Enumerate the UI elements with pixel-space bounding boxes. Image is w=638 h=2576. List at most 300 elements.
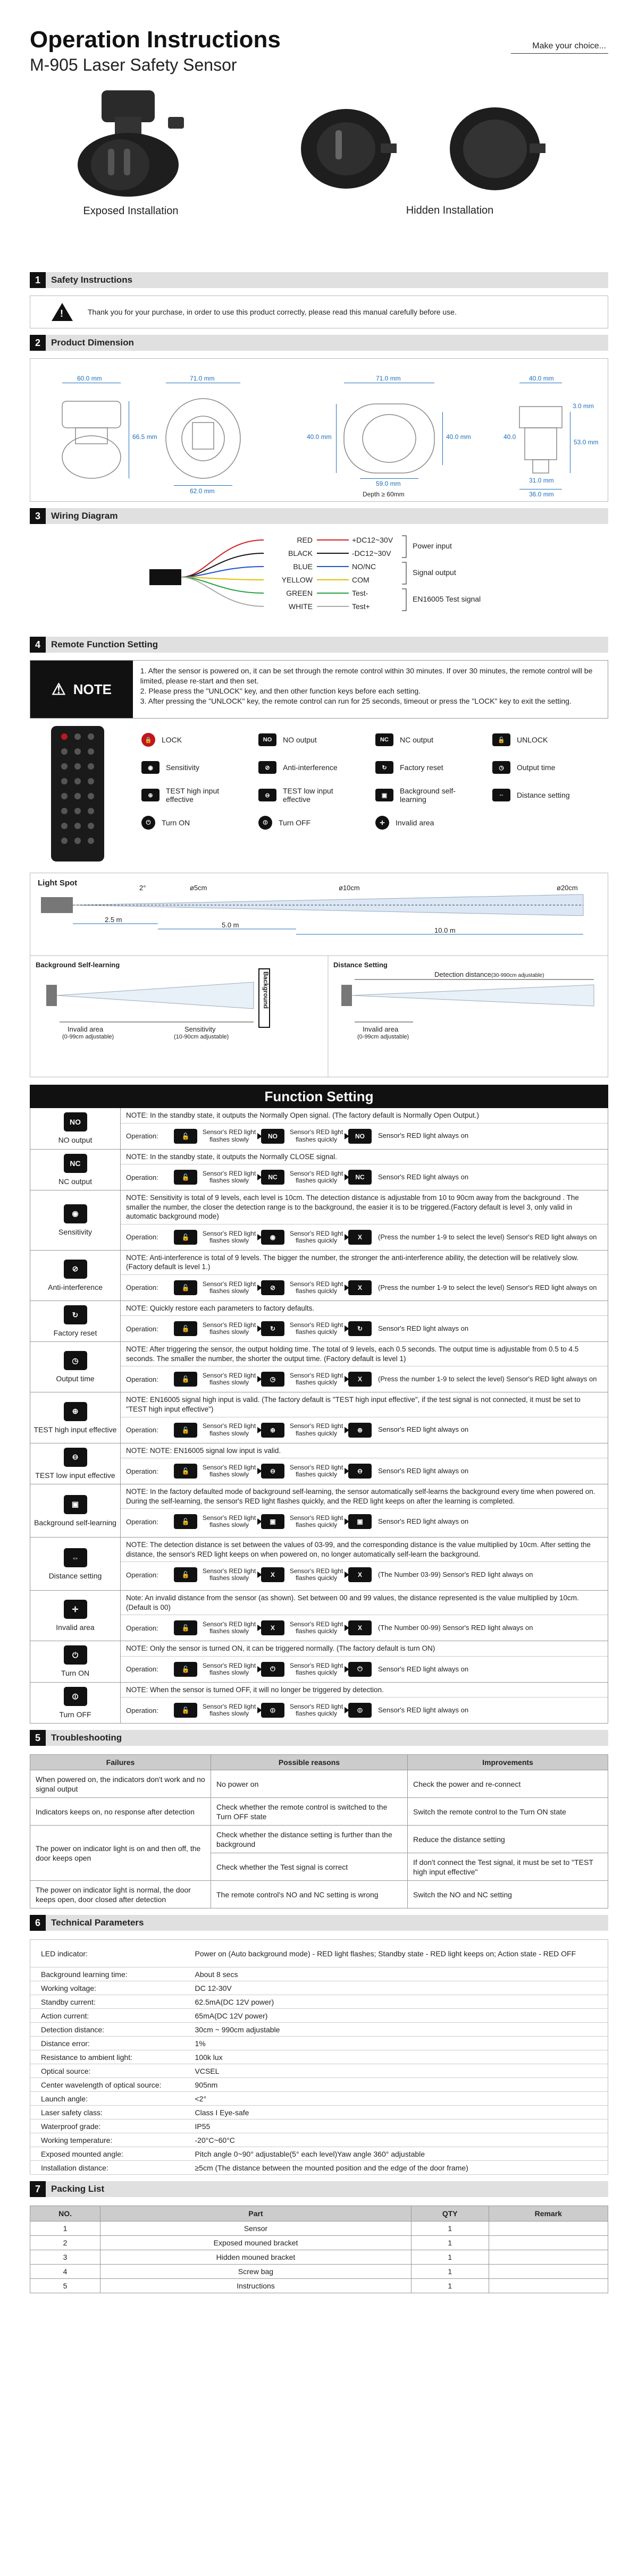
table-cell: Check the power and re-connect (408, 1770, 608, 1798)
operation-result: Sensor's RED light always on (378, 1466, 469, 1475)
dim-label: 71.0 mm (190, 375, 215, 382)
param-value: 100k lux (190, 2050, 608, 2064)
param-value: 905nm (190, 2078, 608, 2092)
unlock-icon: 🔓 (492, 733, 510, 746)
table-header: Failures (30, 1755, 211, 1770)
table-row (30, 2265, 608, 2279)
step-arrow: Sensor's RED light flashes quickly (284, 1321, 348, 1336)
section-number: 5 (30, 1730, 46, 1746)
operation-label: Operation: (126, 1375, 158, 1383)
wire-line (317, 553, 349, 554)
operation-label: Operation: (126, 1283, 158, 1292)
detection-range: (30-990cm adjustable) (491, 973, 544, 978)
operation-label: Operation: (126, 1467, 158, 1475)
invalid-range: (0-99cm adjustable) (357, 1034, 409, 1040)
wire-value: NO/NC (352, 562, 376, 571)
operation-result: (The Number 03-99) Sensor's RED light always on (378, 1570, 533, 1579)
table-header-row (30, 2206, 608, 2222)
param-name: Launch angle: (30, 2092, 190, 2106)
table-row (30, 2236, 608, 2250)
wire-color: WHITE (288, 602, 313, 611)
wire-row (264, 561, 413, 572)
function-name: Turn OFF (59, 1710, 91, 1719)
table-row (30, 1940, 608, 1967)
section-safety-header (30, 272, 608, 288)
function-detail (121, 1484, 608, 1537)
key-test-low (258, 787, 375, 804)
step-key: ⊘ (261, 1280, 284, 1295)
unlock-icon: 🔓 (174, 1464, 197, 1479)
dim-line (336, 404, 337, 473)
step-arrow: Sensor's RED light flashes slowly (197, 1372, 261, 1387)
table-cell: Check whether the distance setting is further than the background (211, 1826, 408, 1853)
table-header: QTY (411, 2206, 489, 2222)
key-label: TEST low input effective (283, 787, 333, 804)
range-label: 2.5 m (105, 916, 122, 924)
function-label (30, 1683, 121, 1724)
function-name: NC output (58, 1177, 93, 1186)
table-row (30, 2050, 608, 2064)
function-row (30, 1484, 608, 1538)
function-icon: ◉ (64, 1204, 87, 1223)
step-arrow: Sensor's RED light flashes slowly (197, 1280, 261, 1295)
table-cell: 2 (30, 2236, 100, 2250)
tech-params-table (30, 1939, 608, 2175)
function-note: NOTE: In the factory defaulted mode of background self-learning, the sensor automatically self-learns the background every time when powered on. During the self-learning, the sensor's RED light flashes quickly, and the RED light keeps on after the learning is completed. (121, 1484, 608, 1509)
step-arrow: Sensor's RED light flashes slowly (197, 1464, 261, 1479)
function-label (30, 1301, 121, 1342)
table-row (30, 2119, 608, 2133)
sensitivity-range: (10-90cm adjustable) (174, 1034, 229, 1040)
dim-label: 62.0 mm (190, 487, 215, 495)
unlock-icon: 🔓 (174, 1170, 197, 1185)
key-distance-setting (492, 787, 609, 804)
wire-line (317, 539, 349, 540)
spot-label: ø10cm (339, 884, 360, 892)
function-operation (121, 1562, 608, 1587)
unlock-icon: 🔓 (174, 1703, 197, 1718)
slogan: Make your choice... (511, 41, 608, 54)
note-box (30, 660, 608, 719)
table-row (30, 2092, 608, 2106)
wire-group-test: EN16005 Test signal (413, 595, 481, 603)
key-label: Background self-learning (400, 787, 456, 804)
function-name: Output time (56, 1374, 95, 1383)
wire-row (264, 548, 413, 559)
table-row (30, 1881, 608, 1908)
table-cell: 5 (30, 2279, 100, 2293)
wire-color: BLUE (293, 562, 313, 571)
clock-icon: ◷ (492, 761, 510, 774)
operation-label: Operation: (126, 1173, 158, 1181)
step-key: ◉ (261, 1230, 284, 1245)
wire-color: BLACK (288, 549, 313, 558)
function-row (30, 1301, 608, 1342)
function-name: Anti-interference (48, 1282, 103, 1291)
exposed-photo (62, 85, 200, 217)
table-cell: 4 (30, 2265, 100, 2279)
section-title: Packing List (51, 2184, 105, 2194)
key-test-high (141, 787, 258, 804)
table-row (30, 2161, 608, 2175)
section-troubleshooting-header (30, 1730, 608, 1746)
model-title: M-905 Laser Safety Sensor (30, 55, 237, 74)
function-note: NOTE: In the standby state, it outputs the Normally Open signal. (The factory default is Normally Open Output.) (121, 1108, 608, 1124)
section-title: Technical Parameters (51, 1918, 144, 1928)
function-note: NOTE: Quickly restore each parameters to factory defaults. (121, 1301, 608, 1316)
function-label (30, 1538, 121, 1590)
section-title: Product Dimension (51, 337, 134, 348)
section-number: 7 (30, 2181, 46, 2197)
step-key: ▣ (348, 1514, 372, 1529)
sensitivity-icon: ◉ (141, 761, 160, 774)
table-cell: No power on (211, 1770, 408, 1798)
function-setting-table (30, 1108, 608, 1724)
step-arrow: Sensor's RED light flashes slowly (197, 1662, 261, 1677)
function-label (30, 1150, 121, 1190)
param-name: Background learning time: (30, 1967, 190, 1981)
param-value: DC 12-30V (190, 1981, 608, 1995)
operation-label: Operation: (126, 1624, 158, 1632)
wiring-diagram (30, 524, 608, 630)
function-name: Sensitivity (58, 1227, 93, 1236)
step-key: X (261, 1620, 284, 1635)
key-invalid-area (375, 814, 492, 831)
key-factory-reset (375, 759, 492, 776)
step-key: NO (261, 1129, 284, 1144)
invalid-label: Invalid area (363, 1025, 399, 1033)
step-arrow: Sensor's RED light flashes quickly (284, 1567, 348, 1582)
dim-line (360, 478, 418, 479)
safety-text: Thank you for your purchase, in order to use this product correctly, please read this manual carefully before use. (88, 308, 457, 316)
function-detail (121, 1150, 608, 1190)
step-key: ⊖ (261, 1464, 284, 1479)
step-arrow: Sensor's RED light flashes quickly (284, 1372, 348, 1387)
operation-result: (Press the number 1-9 to select the level) Sensor's RED light always on (378, 1375, 597, 1383)
param-name: Working temperature: (30, 2133, 190, 2147)
function-operation (121, 1275, 608, 1300)
param-value: <2° (190, 2092, 608, 2106)
function-operation (121, 1458, 608, 1484)
section-remote-header (30, 637, 608, 653)
dimension-drawings (30, 358, 608, 502)
function-icon: NO (64, 1112, 87, 1131)
unlock-icon: 🔓 (174, 1230, 197, 1245)
function-row (30, 1251, 608, 1301)
hidden-photo-1 (296, 96, 402, 200)
table-header: NO. (30, 2206, 100, 2222)
function-setting-title: Function Setting (30, 1085, 608, 1108)
step-key: X (348, 1620, 372, 1635)
note-text (133, 661, 608, 718)
dim-label: 66.5 mm (132, 433, 157, 441)
wire-line (317, 593, 349, 594)
function-detail (121, 1190, 608, 1250)
function-name: Turn ON (61, 1669, 90, 1678)
operation-label: Operation: (126, 1426, 158, 1434)
step-key: ⊕ (261, 1423, 284, 1438)
param-value: Class I Eye-safe (190, 2106, 608, 2119)
step-key: X (348, 1280, 372, 1295)
operation-result: Sensor's RED light always on (378, 1172, 469, 1181)
reset-icon: ↻ (375, 761, 393, 774)
remote-legend (30, 726, 608, 864)
exposed-caption: Exposed Installation (83, 205, 179, 217)
dimension-svg (30, 359, 608, 501)
step-arrow: Sensor's RED light flashes slowly (197, 1514, 261, 1529)
unlock-icon: 🔓 (174, 1423, 197, 1438)
section-number: 3 (30, 508, 46, 524)
param-name: Action current: (30, 2009, 190, 2023)
function-icon: ▣ (64, 1495, 87, 1514)
table-row (30, 2037, 608, 2050)
function-note: NOTE: Anti-interference is total of 9 levels. The bigger the number, the stronger the anti-interference ability, the detection will be relatively slow. (Factory default is level 1.) (121, 1251, 608, 1275)
table-row (30, 2064, 608, 2078)
key-label: Turn OFF (279, 818, 311, 827)
function-icon: ⊖ (64, 1448, 87, 1467)
key-label: Anti-interference (283, 763, 338, 772)
function-note: NOTE: The detection distance is set between the values of 03-99, and the corresponding distance is the value multiplied by 10cm. After setting the distance, the sensor's RED light keeps on when powered on, no longer automatically self-learn the background. (121, 1538, 608, 1562)
table-row (30, 1770, 608, 1798)
range-label: 10.0 m (434, 926, 456, 934)
unlock-icon: 🔓 (174, 1280, 197, 1295)
function-row (30, 1190, 608, 1251)
function-note: NOTE: In the standby state, it outputs the Normally CLOSE signal. (121, 1150, 608, 1165)
table-header-row (30, 1755, 608, 1770)
param-value: About 8 secs (190, 1967, 608, 1981)
operation-label: Operation: (126, 1132, 158, 1141)
param-value: 1% (190, 2037, 608, 2050)
step-key: ⏼ (261, 1703, 284, 1718)
note-line: 1. After the sensor is powered on, it can be set through the remote control within 30 minutes. If over 30 minutes, the remote control will be limited, please re-start and then set. (140, 666, 593, 685)
table-cell: 1 (411, 2250, 489, 2265)
step-arrow: Sensor's RED light flashes slowly (197, 1703, 261, 1718)
table-cell: Screw bag (100, 2265, 412, 2279)
light-spot-title: Light Spot (38, 879, 78, 888)
wire-line (317, 606, 349, 607)
function-label (30, 1591, 121, 1641)
table-cell (489, 2250, 608, 2265)
param-name: Standby current: (30, 1995, 190, 2009)
param-name: Installation distance: (30, 2161, 190, 2175)
table-header: Part (100, 2206, 412, 2222)
function-operation (121, 1224, 608, 1250)
anti-interference-icon: ⊘ (258, 761, 276, 774)
detection-label (434, 970, 544, 978)
hidden-sensor-back-image (444, 96, 551, 197)
wire-line (317, 566, 349, 567)
function-icon: NC (64, 1154, 87, 1173)
section-number: 4 (30, 637, 46, 653)
dim-label: 40.0 mm (529, 375, 554, 382)
step-key: ⊕ (348, 1423, 372, 1438)
function-icon: ✛ (64, 1600, 87, 1619)
step-arrow: Sensor's RED light flashes quickly (284, 1620, 348, 1635)
unlock-icon: 🔓 (174, 1662, 197, 1677)
step-key: X (348, 1372, 372, 1387)
bg-wall-label: Background (262, 972, 270, 1009)
section-number: 1 (30, 272, 46, 288)
key-label: Invalid area (396, 818, 434, 827)
step-arrow: Sensor's RED light flashes quickly (284, 1129, 348, 1144)
function-note: NOTE: When the sensor is turned OFF, it will no longer be triggered by detection. (121, 1683, 608, 1698)
param-name: Distance error: (30, 2037, 190, 2050)
operation-label: Operation: (126, 1233, 158, 1241)
function-operation (121, 1366, 608, 1392)
param-name: Resistance to ambient light: (30, 2050, 190, 2064)
section-title: Safety Instructions (51, 275, 133, 285)
step-key: X (348, 1567, 372, 1582)
remote-buttons (51, 726, 104, 862)
table-row (30, 2147, 608, 2161)
dim-label: 60.0 mm (77, 375, 102, 382)
function-icon: ⏻ (64, 1645, 87, 1665)
packing-list-table (30, 2206, 608, 2293)
dim-label: 53.0 mm (574, 438, 599, 446)
step-arrow: Sensor's RED light flashes quickly (284, 1230, 348, 1245)
step-arrow: Sensor's RED light flashes quickly (284, 1280, 348, 1295)
step-arrow: Sensor's RED light flashes slowly (197, 1170, 261, 1185)
function-detail (121, 1301, 608, 1342)
function-name: Distance setting (48, 1571, 102, 1580)
param-value: -20°C~60°C (190, 2133, 608, 2147)
table-cell: Check whether the Test signal is correct (211, 1853, 408, 1881)
table-row (30, 1981, 608, 1995)
wire-color: RED (297, 536, 313, 544)
table-row (30, 1995, 608, 2009)
dim-label: 40.0 (503, 433, 516, 441)
wire-value: Test+ (352, 602, 370, 611)
step-arrow: Sensor's RED light flashes slowly (197, 1129, 261, 1144)
function-row (30, 1150, 608, 1191)
param-name: LED indicator: (30, 1940, 190, 1967)
bg-learning-title: Background Self-learning (36, 961, 120, 969)
key-output-time (492, 759, 609, 776)
key-label: NC output (400, 736, 434, 744)
key-background-learning (375, 787, 492, 804)
function-note: Note: An invalid distance from the sensor (as shown). Set between 00 and 99 values, the distance represented is the value multiplied by 10cm. (Default is 00) (121, 1591, 608, 1615)
header (30, 0, 608, 74)
wire-row (264, 535, 413, 545)
function-row (30, 1392, 608, 1443)
table-row (30, 2133, 608, 2147)
operation-label: Operation: (126, 1324, 158, 1333)
key-label: Turn ON (162, 818, 190, 827)
troubleshooting-table (30, 1754, 608, 1908)
test-high-icon: ⊕ (141, 789, 160, 801)
function-row (30, 1591, 608, 1641)
no-icon: NO (258, 733, 276, 746)
table-cell: Instructions (100, 2279, 412, 2293)
section-title: Remote Function Setting (51, 639, 158, 649)
param-value: Pitch angle 0~90° adjustable(5° each level)Yaw angle 360° adjustable (190, 2147, 608, 2161)
table-cell: The power on indicator light is on and then off, the door keeps open (30, 1826, 211, 1881)
range-label: 5.0 m (222, 921, 239, 929)
wire-value: COM (352, 576, 370, 584)
function-label (30, 1108, 121, 1149)
operation-result: Sensor's RED light always on (378, 1706, 469, 1714)
function-operation (121, 1657, 608, 1682)
table-row (30, 2023, 608, 2037)
function-label (30, 1342, 121, 1392)
table-cell: Reduce the distance setting (408, 1826, 608, 1853)
function-note: NOTE: NOTE: EN16005 signal low input is valid. (121, 1443, 608, 1459)
dim-label: 71.0 mm (376, 375, 401, 382)
table-cell (489, 2279, 608, 2293)
table-cell: 3 (30, 2250, 100, 2265)
param-value: 65mA(DC 12V power) (190, 2009, 608, 2023)
invalid-area-icon: ✛ (375, 816, 389, 830)
table-cell: Sensor (100, 2222, 412, 2236)
unlock-icon: 🔓 (174, 1567, 197, 1582)
function-row (30, 1342, 608, 1392)
table-cell (489, 2222, 608, 2236)
step-key: ▣ (261, 1514, 284, 1529)
key-label: Sensitivity (166, 763, 200, 772)
key-label: Factory reset (400, 763, 443, 772)
key-unlock (492, 731, 609, 748)
hidden-caption: Hidden Installation (406, 205, 494, 216)
function-detail (121, 1108, 608, 1149)
wire-group-power: Power input (413, 542, 452, 550)
wire-row (264, 575, 413, 585)
function-name: Factory reset (53, 1329, 97, 1338)
operation-result: (The Number 00-99) Sensor's RED light always on (378, 1624, 533, 1632)
section-wiring-header (30, 508, 608, 524)
spot-label: ø20cm (557, 884, 578, 892)
table-header: Remark (489, 2206, 608, 2222)
function-row (30, 1683, 608, 1724)
section-number: 6 (30, 1915, 46, 1931)
unlock-icon: 🔓 (174, 1372, 197, 1387)
param-name: Working voltage: (30, 1981, 190, 1995)
product-photos (30, 69, 608, 266)
function-detail (121, 1251, 608, 1300)
table-cell: 1 (411, 2236, 489, 2250)
wire-value: -DC12~30V (352, 549, 391, 558)
function-operation (121, 1164, 608, 1190)
table-cell: The power on indicator light is normal, the door keeps open, door closed after detection (30, 1881, 211, 1908)
step-arrow: Sensor's RED light flashes quickly (284, 1514, 348, 1529)
angle-label: 2° (139, 884, 146, 892)
param-value: 30cm ~ 990cm adjustable (190, 2023, 608, 2037)
wire-line (317, 579, 349, 580)
table-cell: 1 (411, 2222, 489, 2236)
page-title: Operation Instructions (30, 27, 281, 53)
step-arrow: Sensor's RED light flashes slowly (197, 1321, 261, 1336)
function-note: NOTE: Only the sensor is turned ON, it can be triggered normally. (The factory default is turn ON) (121, 1641, 608, 1657)
param-name: Optical source: (30, 2064, 190, 2078)
wire-value: Test- (352, 589, 368, 597)
table-cell: Indicators keeps on, no response after detection (30, 1798, 211, 1826)
operation-label: Operation: (126, 1570, 158, 1579)
function-row (30, 1641, 608, 1683)
param-name: Laser safety class: (30, 2106, 190, 2119)
unlock-icon: 🔓 (174, 1620, 197, 1635)
section-title: Wiring Diagram (51, 511, 118, 521)
note-line: 3. After pressing the "UNLOCK" key, the remote control can run for 25 seconds, timeout or press the "LOCK" key to exit the setting. (140, 696, 572, 705)
light-spot-diagram (30, 873, 608, 1077)
operation-result: Sensor's RED light always on (378, 1425, 469, 1434)
key-label: NO output (283, 736, 317, 744)
invalid-label: Invalid area (68, 1025, 104, 1033)
dim-label: 40.0 mm (307, 433, 332, 441)
key-label: LOCK (162, 736, 182, 744)
function-operation (121, 1124, 608, 1149)
table-cell: If don't connect the Test signal, it must be set to "TEST high input effective" (408, 1853, 608, 1881)
param-value: Power on (Auto background mode) - RED light flashes; Standby state - RED light keeps on; Action state - RED OFF (190, 1940, 608, 1967)
operation-result: (Press the number 1-9 to select the level) Sensor's RED light always on (378, 1283, 597, 1291)
